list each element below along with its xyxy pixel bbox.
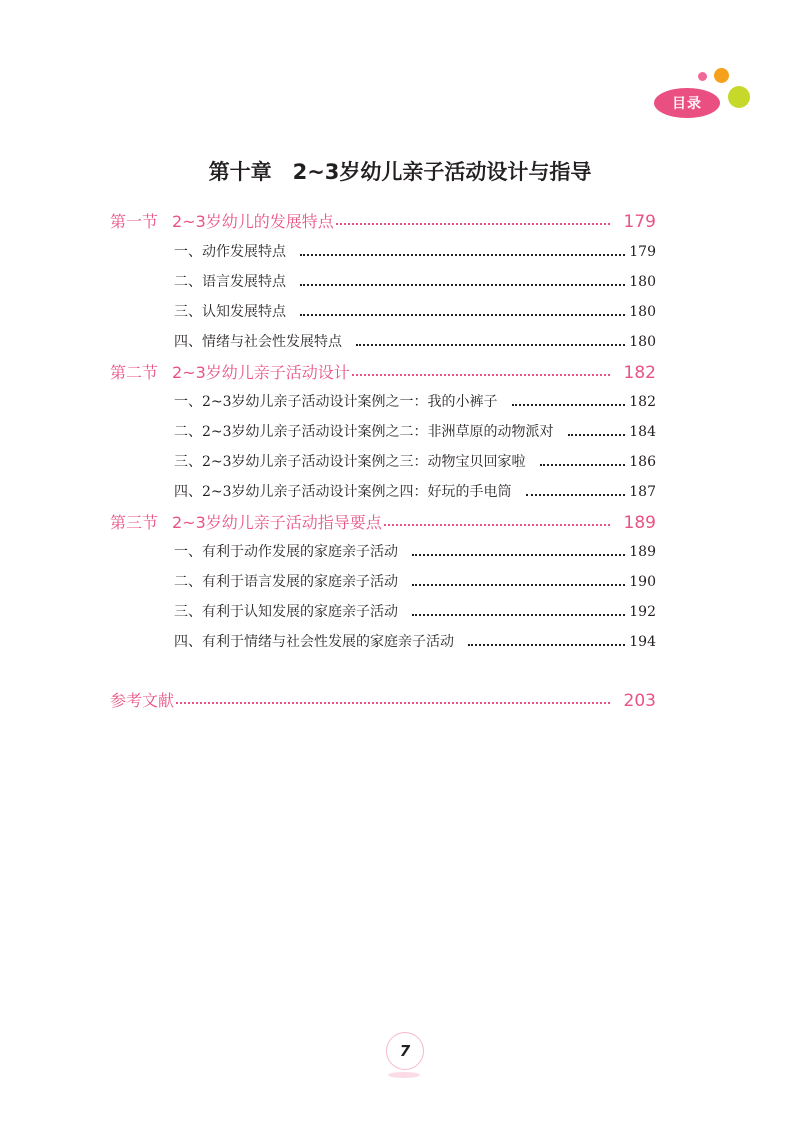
- section-title: 2~3岁幼儿亲子活动指导要点: [172, 513, 382, 532]
- section-number: 第一节: [110, 212, 159, 231]
- toc-section-1[interactable]: [110, 209, 656, 232]
- dot-leader: [526, 493, 626, 496]
- dot-leader: [300, 313, 625, 316]
- entry-page: 180: [629, 304, 656, 320]
- dot-leader: [540, 463, 626, 466]
- toc-entry[interactable]: [174, 541, 656, 561]
- toc-section-3[interactable]: [110, 510, 656, 533]
- decor-dot-green: [728, 86, 750, 108]
- entry-page: 192: [629, 604, 656, 620]
- toc-entry[interactable]: [174, 601, 656, 621]
- dot-leader: [568, 433, 626, 436]
- entry-title: 四、情绪与社会性发展特点: [174, 334, 342, 350]
- entry-page: 180: [629, 334, 656, 350]
- decor-dot-orange: [714, 68, 729, 83]
- toc-entry[interactable]: [174, 421, 656, 441]
- dot-leader: [176, 701, 610, 704]
- dot-leader: [412, 553, 625, 556]
- toc-entry[interactable]: [174, 331, 656, 351]
- entry-title: 三、2~3岁幼儿亲子活动设计案例之三：动物宝贝回家啦: [174, 454, 526, 470]
- dot-leader: [300, 253, 625, 256]
- dot-leader: [352, 373, 610, 376]
- entry-page: 179: [629, 244, 656, 260]
- toc-entry[interactable]: [174, 241, 656, 261]
- entry-page: 194: [629, 634, 656, 650]
- entry-title: 二、2~3岁幼儿亲子活动设计案例之二：非洲草原的动物派对: [174, 424, 554, 440]
- entry-title: 一、动作发展特点: [174, 244, 286, 260]
- page-number-shadow: [388, 1072, 420, 1078]
- entry-title: 一、有利于动作发展的家庭亲子活动: [174, 544, 398, 560]
- section-number: 第二节: [110, 363, 159, 382]
- section-title: 2~3岁幼儿亲子活动设计: [172, 363, 350, 382]
- section-number: 第三节: [110, 513, 159, 532]
- decor-dot-pink: [698, 72, 707, 81]
- entry-title: 二、有利于语言发展的家庭亲子活动: [174, 574, 398, 590]
- toc-badge: [650, 66, 760, 126]
- entry-page: 187: [629, 484, 656, 500]
- dot-leader: [512, 403, 626, 406]
- toc-badge-label: 目录: [654, 88, 720, 118]
- dot-leader: [468, 643, 625, 646]
- entry-title: 二、语言发展特点: [174, 274, 286, 290]
- entry-title: 三、认知发展特点: [174, 304, 286, 320]
- section-page: 179: [623, 212, 656, 232]
- entry-title: 一、2~3岁幼儿亲子活动设计案例之一：我的小裤子: [174, 394, 498, 410]
- chapter-title: 第十章 2~3岁幼儿亲子活动设计与指导: [208, 160, 592, 184]
- page-number-badge: [380, 1028, 434, 1082]
- toc-references[interactable]: [110, 688, 656, 711]
- references-page: 203: [623, 691, 656, 711]
- section-page: 189: [623, 513, 656, 533]
- entry-page: 182: [629, 394, 656, 410]
- dot-leader: [412, 583, 625, 586]
- page-number: 7: [399, 1042, 411, 1060]
- toc-entry[interactable]: [174, 391, 656, 411]
- dot-leader: [336, 222, 610, 225]
- entry-page: 189: [629, 544, 656, 560]
- entry-page: 190: [629, 574, 656, 590]
- section-title: 2~3岁幼儿的发展特点: [172, 212, 334, 231]
- entry-page: 186: [629, 454, 656, 470]
- entry-title: 四、有利于情绪与社会性发展的家庭亲子活动: [174, 634, 454, 650]
- entry-page: 180: [629, 274, 656, 290]
- entry-page: 184: [629, 424, 656, 440]
- dot-leader: [300, 283, 625, 286]
- toc-entry[interactable]: [174, 301, 656, 321]
- toc-section-2[interactable]: [110, 360, 656, 383]
- dot-leader: [356, 343, 625, 346]
- dot-leader: [384, 523, 610, 526]
- toc-entry[interactable]: [174, 571, 656, 591]
- toc-entry[interactable]: [174, 631, 656, 651]
- toc-entry[interactable]: [174, 451, 656, 471]
- references-title: 参考文献: [110, 691, 175, 710]
- toc-entry[interactable]: [174, 271, 656, 291]
- section-page: 182: [623, 363, 656, 383]
- entry-title: 四、2~3岁幼儿亲子活动设计案例之四：好玩的手电筒: [174, 484, 512, 500]
- entry-title: 三、有利于认知发展的家庭亲子活动: [174, 604, 398, 620]
- toc-entry[interactable]: [174, 481, 656, 501]
- dot-leader: [412, 613, 625, 616]
